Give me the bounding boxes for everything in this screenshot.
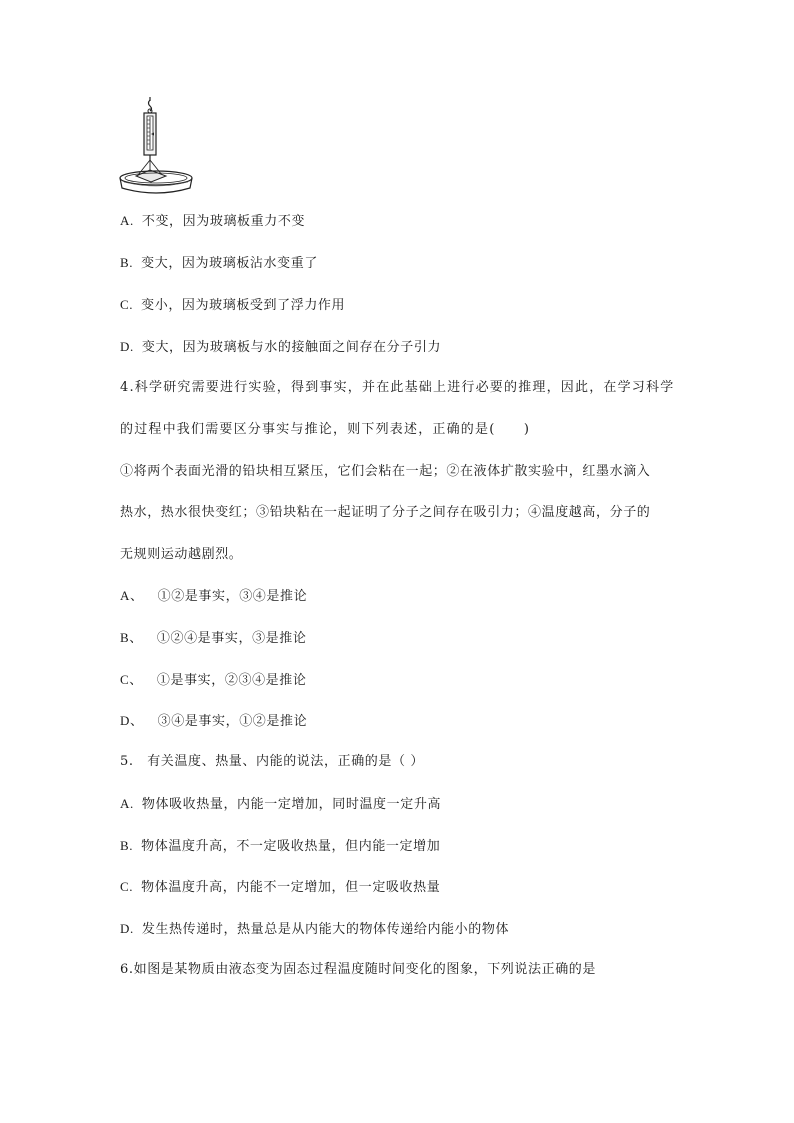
option-letter: C、	[120, 672, 143, 687]
q3-option-a	[120, 213, 305, 230]
option-letter: D、	[120, 713, 144, 728]
q3-option-d	[120, 339, 441, 356]
q5-option-b	[120, 838, 440, 855]
q4-option-a	[120, 588, 307, 605]
option-text: 物体温度升高，内能不一定增加，但一定吸收热量	[141, 880, 441, 895]
q4-stem-line-3: ①将两个表面光滑的铅块相互紧压，它们会粘在一起；②在液体扩散实验中，红墨水滴入	[120, 464, 651, 479]
q5-option-d	[120, 921, 509, 938]
q4-option-d	[120, 713, 307, 730]
option-text: 发生热传递时，热量总是从内能大的物体传递给内能小的物体	[141, 922, 510, 937]
option-letter: B.	[120, 255, 134, 270]
option-letter: C.	[120, 297, 134, 312]
q4-option-c	[120, 672, 306, 689]
spring-balance-glass-plate-water-dish-icon	[116, 96, 198, 196]
option-text: 变大，因为玻璃板与水的接触面之间存在分子引力	[141, 340, 442, 355]
option-letter: D.	[120, 921, 134, 936]
q4-option-b	[120, 630, 306, 647]
option-letter: B、	[120, 630, 143, 645]
option-text: ①②④是事实，③是推论	[156, 631, 307, 646]
option-text: 变大，因为玻璃板沾水变重了	[141, 256, 318, 271]
option-text: 变小，因为玻璃板受到了浮力作用	[141, 298, 346, 313]
option-letter: B.	[120, 838, 134, 853]
option-letter: A.	[120, 796, 134, 811]
q6-stem: 6.如图是某物质由液态变为固态过程温度随时间变化的图象，下列说法正确的是	[120, 962, 597, 977]
option-text: 物体吸收热量，内能一定增加，同时温度一定升高	[141, 797, 442, 812]
option-letter: A.	[120, 213, 134, 228]
option-letter: C.	[120, 879, 134, 894]
option-text: ①②是事实，③④是推论	[157, 589, 308, 604]
option-text: 物体温度升高，不一定吸收热量，但内能一定增加	[141, 839, 441, 854]
q3-option-b	[120, 255, 318, 272]
q3-option-c	[120, 297, 345, 314]
q4-stem-line-2: 的过程中我们需要区分事实与推论，则下列表述，正确的是( )	[120, 422, 531, 437]
q4-stem-line-4: 热水，热水很快变红；③铅块粘在一起证明了分子之间存在吸引力；④温度越高，分子的	[120, 505, 651, 520]
option-letter: A、	[120, 588, 144, 603]
option-text: ①是事实，②③④是推论	[156, 673, 307, 688]
option-text: 不变，因为玻璃板重力不变	[141, 214, 306, 229]
option-letter: D.	[120, 339, 134, 354]
q5-option-c	[120, 879, 440, 896]
q4-stem-line-5: 无规则运动越剧烈。	[120, 547, 243, 562]
q5-stem: 5. 有关温度、热量、内能的说法，正确的是（ ）	[120, 754, 424, 769]
q5-option-a	[120, 796, 441, 813]
option-text: ③④是事实，①②是推论	[157, 714, 308, 729]
q4-stem-line-1: 4.科学研究需要进行实验，得到事实，并在此基础上进行必要的推理，因此，在学习科学	[120, 380, 675, 395]
